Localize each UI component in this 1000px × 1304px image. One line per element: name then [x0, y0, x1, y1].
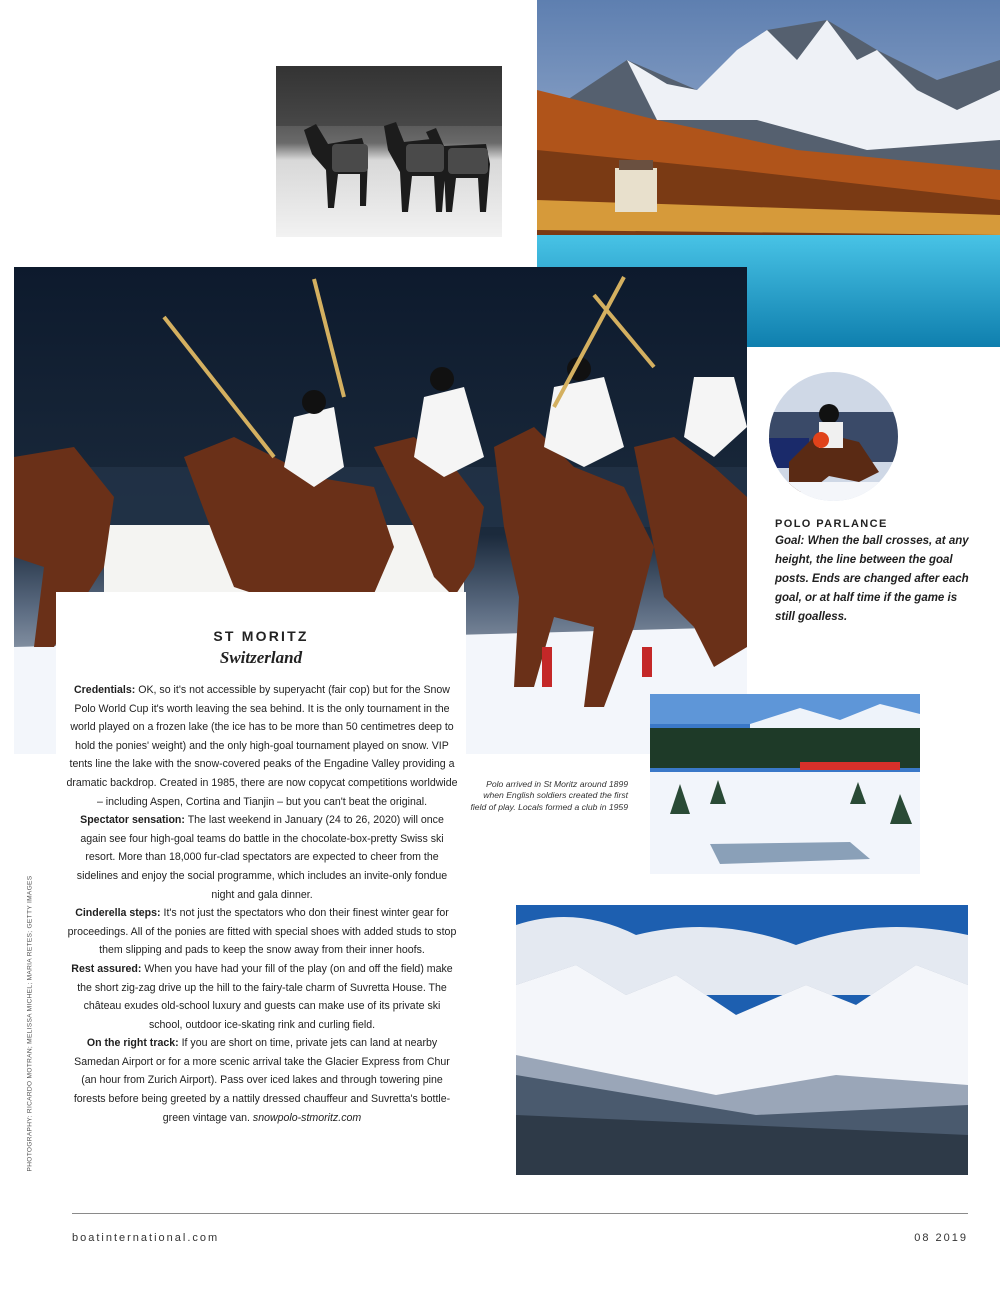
article-body: [66, 681, 458, 1127]
sidebar-title: POLO PARLANCE: [775, 518, 888, 530]
photo-horses-blankets: [276, 66, 502, 237]
website-link[interactable]: snowpolo-stmoritz.com: [252, 1111, 362, 1124]
section-label: Spectator sensation:: [80, 814, 185, 827]
footer-issue: 08 2019: [914, 1232, 968, 1244]
photo-caption: Polo arrived in St Moritz around 1899 when English soldiers created the first field of play. Locals formed a club in 1959: [470, 779, 628, 812]
photo-glacier-express-train: [650, 694, 920, 874]
section-label: Rest assured:: [71, 962, 142, 975]
article-subtitle: Switzerland: [219, 648, 303, 667]
section-text: If you are short on time, private jets can land at nearby Samedan Airport or for a more scenic arrival take the Glacier Express from Chur (an hour from Zurich Airport). Pass over iced lakes and through towering pine forests before being greeted by a nattily dressed chauffeur and Suvretta's bottle-green vintage van.: [73, 1037, 451, 1124]
footer-rule: [72, 1213, 968, 1214]
article-title: ST MORITZ: [213, 628, 309, 644]
section-spectator: [66, 811, 458, 904]
section-text: It's not just the spectators who don their finest winter gear for proceedings. All of the ponies are fitted with special shoes with added studs to stop them slipping and pads to keep the snow away from their inner hoofs.: [67, 907, 457, 957]
section-cinderella: [66, 904, 458, 960]
footer-site: boatinternational.com: [72, 1232, 220, 1244]
section-text: The last weekend in January (24 to 26, 2020) will once again see four high-goal teams do battle in the chocolate-box-pretty Swiss ski resort. More than 18,000 fur-clad spectators are expected to cheer from the sidelines and enjoy the social programme, which includes an invite-only fondue night and gala dinner.: [76, 814, 448, 901]
photo-credit: PHOTOGRAPHY: RICARDO MOTRAN; MELISSA MICHEL; MARIA RETES; GETTY IMAGES: [26, 875, 34, 1172]
polo-parlance-sidebar: [775, 518, 975, 627]
sidebar-text: Goal: When the ball crosses, at any height, the line between the goal posts. Ends are changed after each goal, or at half time if the game is still goalless.: [775, 535, 969, 623]
section-rest-assured: [66, 960, 458, 1034]
section-credentials: [66, 681, 458, 811]
section-label: Cinderella steps:: [75, 907, 161, 920]
section-right-track: [66, 1034, 458, 1127]
section-text: When you have had your fill of the play (on and off the field) make the short zig-zag drive up the hill to the fairy-tale charm of Suvretta House. The château exudes old-school luxury and guests can make use of its private ski school, outdoor ice-skating rink and curling field.: [77, 962, 453, 1031]
photo-polo-sidebar-circle: [769, 372, 898, 501]
section-label: Credentials:: [74, 684, 136, 696]
section-text: OK, so it's not accessible by superyacht (fair cop) but for the Snow Polo World Cup it's worth leaving the sea behind. It is the only tournament in the world played on a frozen lake (the ice has to be more than 50 centimetres deep to hold the ponies' weight) and the only high-goal tournament played on snow. VIP tents line the lake with the snow-covered peaks of the Engadine Valley providing a dramatic backdrop. Created in 1985, there are now copycat competitions worldwide – including Aspen, Cortina and Tianjin – but you can't beat the original.: [66, 684, 458, 808]
photo-engadine-peaks: [516, 905, 968, 1175]
section-label: On the right track:: [86, 1037, 179, 1050]
